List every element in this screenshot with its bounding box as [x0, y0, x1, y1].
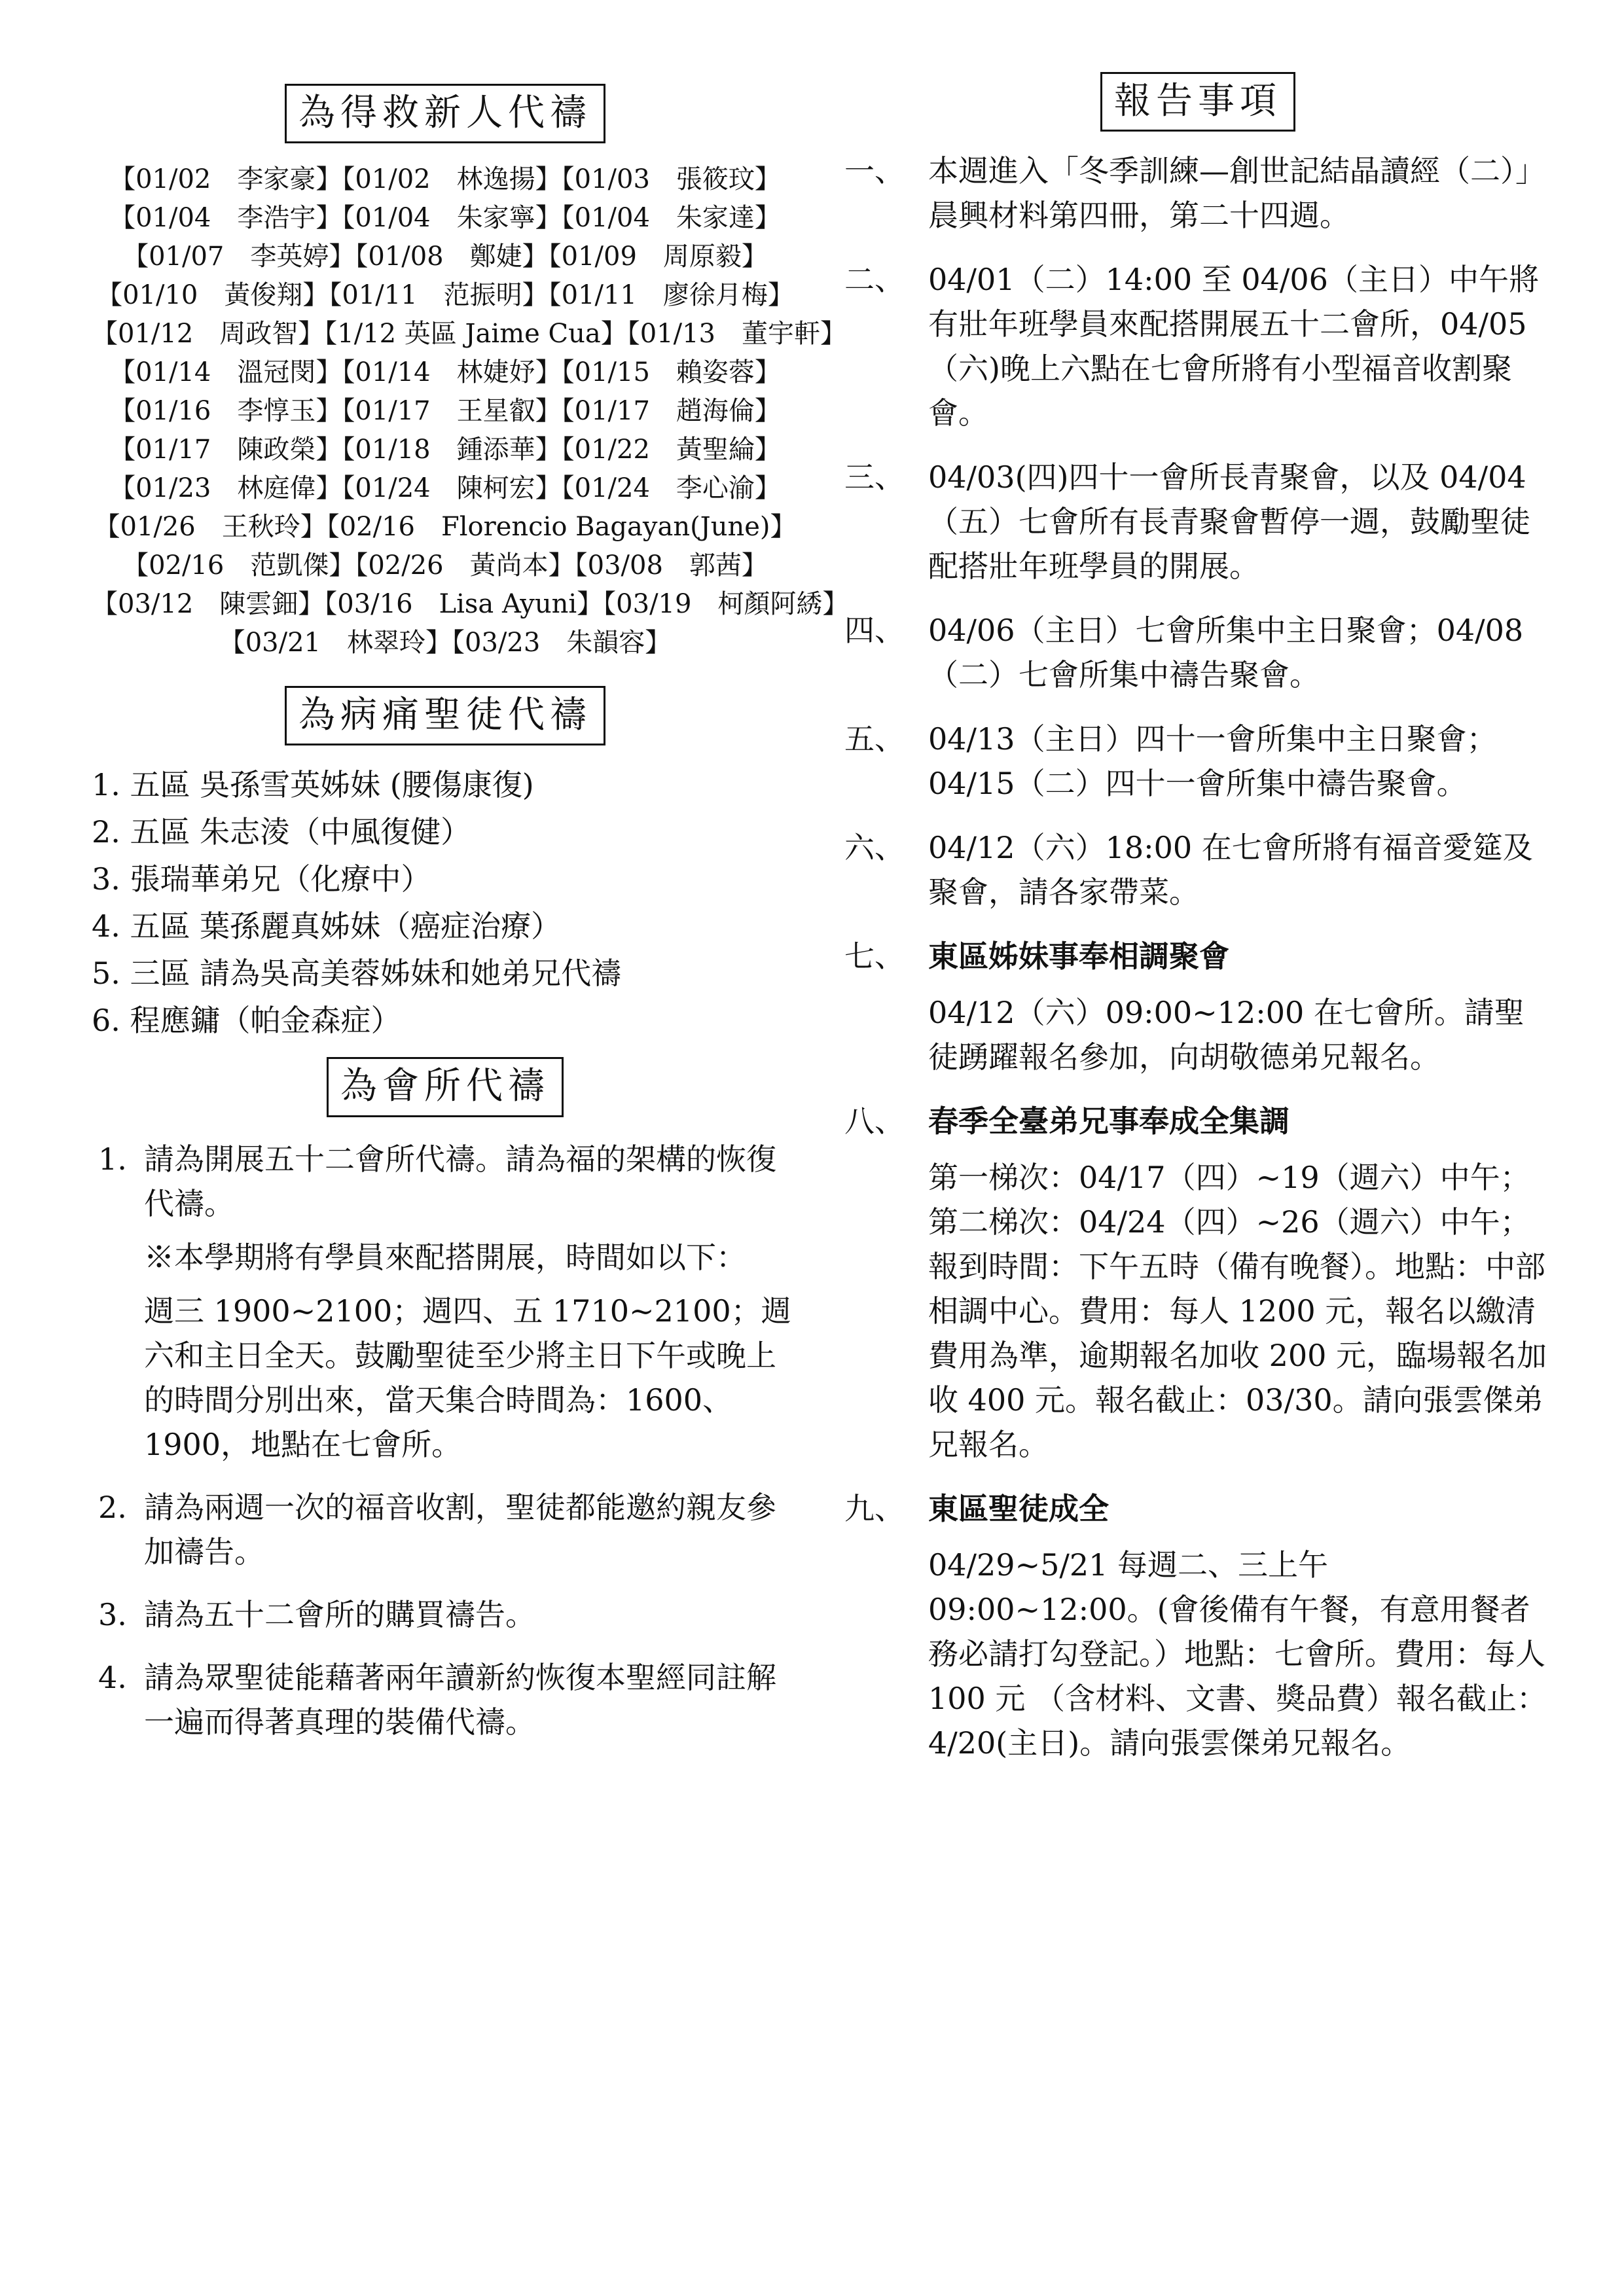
sick-item: 5. 三區 請為吳高美蓉姊妹和她弟兄代禱	[92, 956, 622, 992]
announcement-number: 七、	[844, 939, 905, 975]
church-item-detail: 週三 1900~2100；週四、五 1710~2100；週六和主日全天。鼓勵聖徒至少將主日下午或晚上的時間分別出來，當天集合時間為：1600、1900，地點在七會所。	[144, 1293, 791, 1462]
salvation-line: 【02/16 范凱傑】【02/26 黃尚本】【03/08 郭茜】	[122, 550, 768, 581]
announcement-item	[844, 608, 1551, 697]
announcement-number: 八、	[844, 1103, 905, 1139]
announcement-text: 04/29~5/21 每週二、三上午 09:00~12:00。(會後備有午餐，有意用餐者務必請打勾登記。）地點：七會所。費用：每人 100 元 （含材料、文書、獎品費）報名截止：4/20(主日)。請向張雲傑弟兄報名。	[928, 1547, 1547, 1761]
church-item-number: 4.	[98, 1659, 127, 1695]
left-column	[92, 0, 849, 1763]
sick-item: 3. 張瑞華弟兄（化療中）	[92, 861, 431, 897]
salvation-title: 為得救新人代禱	[285, 84, 605, 143]
announcement-text: 04/01（二）14:00 至 04/06（主日）中午將有壯年班學員來配搭開展五十二會所，04/05（六)晚上六點在七會所將有小型福音收割聚會。	[928, 262, 1539, 431]
salvation-line: 【01/14 溫冠閔】【01/14 林婕妤】【01/15 賴姿蓉】	[109, 357, 781, 388]
church-item	[92, 1137, 799, 1467]
announcements-title: 報告事項	[1100, 72, 1295, 132]
salvation-line: 【01/07 李英婷】【01/08 鄭婕】【01/09 周原毅】	[122, 242, 768, 272]
salvation-line: 【01/04 李浩宇】【01/04 朱家寧】【01/04 朱家達】	[109, 203, 781, 234]
church-item-number: 2.	[98, 1489, 127, 1525]
salvation-line: 【01/26 王秋玲】【02/16 Florencio Bagayan(June)】	[94, 512, 797, 543]
church-item-number: 1.	[98, 1141, 127, 1177]
church-item-text: 請為兩週一次的福音收割，聖徒都能邀約親友參加禱告。	[144, 1489, 776, 1570]
announcement-text: 04/03(四)四十一會所長青聚會，以及 04/04（五）七會所有長青聚會暫停一週，鼓勵聖徒配搭壯年班學員的開展。	[928, 459, 1530, 584]
church-item-number: 3.	[98, 1596, 127, 1632]
announcement-text: 第一梯次：04/17（四）~19（週六）中午；第二梯次：04/24（四）~26（週六）中午；報到時間：下午五時（備有晚餐）。地點：中部相調中心。費用：每人 1200 元，報名以繳清費用為準，逾期報名加收 200 元，臨場報名加收 400 元。報名截止：03/30。請向張雲傑弟兄報名。	[928, 1160, 1547, 1463]
announcement-item	[844, 717, 1551, 806]
church-item	[92, 1655, 799, 1744]
announcement-number: 二、	[844, 262, 905, 298]
sick-title: 為病痛聖徒代禱	[285, 686, 605, 745]
church-prayer-list	[92, 1137, 799, 1744]
announcement-number: 九、	[844, 1491, 905, 1527]
salvation-line: 【01/02 李家豪】【01/02 林逸揚】【01/03 張筱玟】	[109, 164, 781, 195]
announcements-list	[844, 149, 1551, 1765]
salvation-line: 【01/16 李惇玉】【01/17 王星叡】【01/17 趙海倫】	[109, 396, 781, 427]
announcement-heading: 東區聖徒成全	[928, 1491, 1109, 1527]
salvation-line: 【01/12 周政智】【1/12 英區 Jaime Cua】【01/13 董宇軒】	[92, 319, 847, 350]
salvation-line: 【01/17 陳政榮】【01/18 鍾添華】【01/22 黃聖綸】	[109, 435, 781, 465]
announcement-number: 三、	[844, 459, 905, 495]
announcement-item	[844, 257, 1551, 435]
church-item-text: 請為開展五十二會所代禱。請為福的架構的恢復代禱。	[144, 1141, 776, 1221]
sick-item: 6. 程應鏞（帕金森症）	[92, 1003, 401, 1039]
church-item	[92, 1485, 799, 1574]
announcement-heading: 東區姊妹事奉相調聚會	[928, 939, 1229, 975]
announcement-text: 本週進入「冬季訓練—創世記結晶讀經（二）」晨興材料第四冊，第二十四週。	[928, 153, 1545, 234]
sick-list	[92, 761, 799, 1044]
sick-item: 2. 五區 朱志淩（中風復健）	[92, 814, 471, 850]
church-item-note: ※本學期將有學員來配搭開展，時間如以下：	[144, 1239, 746, 1275]
salvation-line: 【01/23 林庭偉】【01/24 陳柯宏】【01/24 李心渝】	[109, 473, 781, 504]
salvation-list	[92, 160, 849, 662]
church-title: 為會所代禱	[327, 1057, 564, 1117]
church-item-text: 請為五十二會所的購買禱告。	[144, 1596, 535, 1632]
announcement-number: 一、	[844, 153, 905, 189]
salvation-line: 【01/10 黃俊翔】【01/11 范振明】【01/11 廖徐月梅】	[96, 280, 794, 311]
church-item	[92, 1592, 799, 1637]
announcement-text: 04/06（主日）七會所集中主日聚會；04/08（二）七會所集中禱告聚會。	[928, 613, 1524, 693]
announcement-item	[844, 825, 1551, 914]
sick-item: 1. 五區 吳孫雪英姊妹 (腰傷康復)	[92, 767, 534, 803]
announcement-number: 五、	[844, 721, 905, 757]
announcement-item	[844, 149, 1551, 238]
announcement-item	[844, 1099, 1551, 1467]
church-item-text: 請為眾聖徒能藉著兩年讀新約恢復本聖經同註解一遍而得著真理的裝備代禱。	[144, 1659, 776, 1740]
right-column	[844, 0, 1551, 1785]
announcement-heading: 春季全臺弟兄事奉成全集調	[928, 1103, 1290, 1139]
announcement-item	[844, 934, 1551, 1079]
sick-item: 4. 五區 葉孫麗真姊妹（癌症治療）	[92, 908, 562, 944]
announcement-text: 04/12（六）18:00 在七會所將有福音愛筵及聚會，請各家帶菜。	[928, 830, 1533, 910]
announcement-item	[844, 1486, 1551, 1765]
announcement-text: 04/12（六）09:00~12:00 在七會所。請聖徒踴躍報名參加，向胡敬德弟兄報名。	[928, 995, 1525, 1075]
announcement-item	[844, 455, 1551, 588]
announcement-number: 六、	[844, 830, 905, 866]
announcement-number: 四、	[844, 613, 905, 649]
salvation-line: 【03/12 陳雲鈿】【03/16 Lisa Ayuni】【03/19 柯顏阿綉】	[92, 589, 849, 620]
salvation-line: 【03/21 林翠玲】【03/23 朱韻容】	[219, 628, 672, 658]
announcement-text: 04/13（主日）四十一會所集中主日聚會；04/15（二）四十一會所集中禱告聚會。	[928, 721, 1497, 802]
